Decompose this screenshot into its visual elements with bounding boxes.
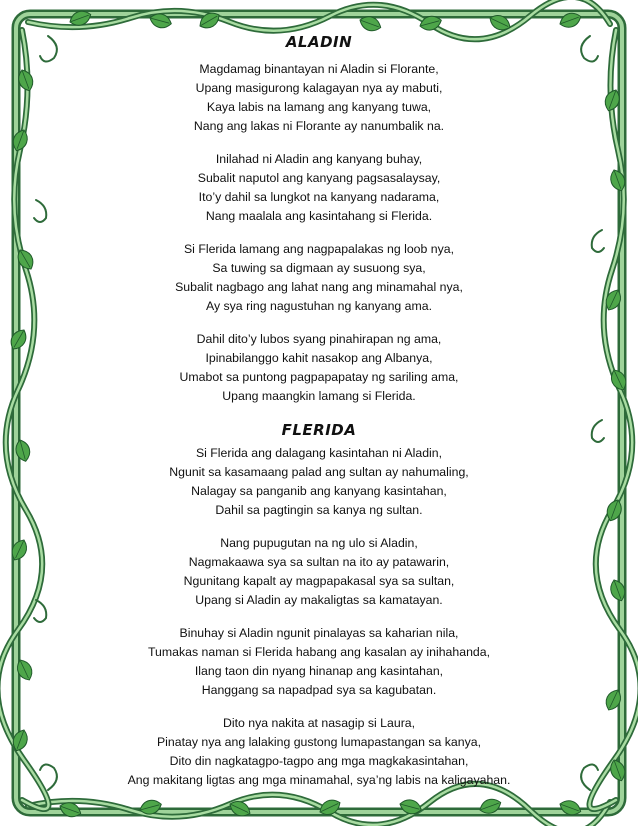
section-title-flerida: FLERIDA: [281, 421, 357, 439]
poem-line: Nagmakaawa sya sa sultan na ito ay patawarin,: [188, 555, 450, 569]
poem-line: Nang maalala ang kasintahang si Flerida.: [205, 209, 433, 223]
poem-line: Si Flerida ang dalagang kasintahan ni Aladin,: [195, 446, 443, 460]
poem-line: Magdamag binantayan ni Aladin si Florante,: [199, 62, 439, 76]
poem-line: Kaya labis na lamang ang kanyang tuwa,: [206, 100, 432, 114]
poem-line: Ay sya ring nagustuhan ng kanyang ama.: [205, 299, 433, 313]
poem-line: Si Flerida lamang ang nagpapalakas ng loob nya,: [183, 242, 455, 256]
poem-line: Subalit nagbago ang lahat nang ang minamahal nya,: [175, 280, 463, 294]
poem-line: Inilahad ni Aladin ang kanyang buhay,: [215, 152, 423, 166]
poem-line: Upang si Aladin ay makaligtas sa kamatayan.: [195, 593, 443, 607]
stanza: [40, 714, 598, 790]
poem-line: Upang masigurong kalagayan nya ay mabuti,: [195, 81, 443, 95]
poem-line: Nang pupugutan na ng ulo si Aladin,: [220, 536, 418, 550]
stanza: [40, 150, 598, 226]
stanza: [40, 240, 598, 316]
section-title-aladin: ALADIN: [285, 33, 353, 51]
poem-line: Pinatay nya ang lalaking gustong lumapastangan sa kanya,: [156, 735, 482, 749]
poem-document: [40, 30, 598, 790]
poem-line: Tumakas naman si Flerida habang ang kasalan ay inihahanda,: [147, 645, 491, 659]
poem-line: Sa tuwing sa digmaan ay susuong sya,: [212, 261, 426, 275]
poem-line: Ngunit sa kasamaang palad ang sultan ay nahumaling,: [169, 465, 469, 479]
stanza: [40, 444, 598, 520]
poem-line: Hanggang sa napadpad sya sa kagubatan.: [201, 683, 437, 697]
poem-line: Dito nya nakita at nasagip si Laura,: [222, 716, 416, 730]
poem-line: Upang maangkin lamang si Flerida.: [222, 389, 416, 403]
poem-line: Dito din nagkatagpo-tagpo ang mga magkakasintahan,: [169, 754, 469, 768]
poem-line: Umabot sa puntong pagpapapatay ng sariling ama,: [179, 370, 459, 384]
poem-line: Ito’y dahil sa lungkot na kanyang nadarama,: [198, 190, 440, 204]
poem-line: Ipinabilanggo kahit nasakop ang Albanya,: [205, 351, 433, 365]
poem-line: Ang makitang ligtas ang mga minamahal, sya’ng labis na kaligayahan.: [127, 773, 511, 787]
poem-line: Dahil dito’y lubos syang pinahirapan ng ama,: [196, 332, 442, 346]
stanza: [40, 624, 598, 700]
poem-line: Ilang taon din nyang hinanap ang kasintahan,: [194, 664, 444, 678]
poem-line: Subalit naputol ang kanyang pagsasalaysay,: [197, 171, 441, 185]
poem-line: Nalagay sa panganib ang kanyang kasintahan,: [191, 484, 447, 498]
poem-line: Dahil sa pagtingin sa kanya ng sultan.: [215, 503, 423, 517]
stanza: [40, 534, 598, 610]
poem-line: Nang ang lakas ni Florante ay nanumbalik na.: [193, 119, 445, 133]
poem-line: Binuhay si Aladin ngunit pinalayas sa kaharian nila,: [179, 626, 459, 640]
stanza: [40, 60, 598, 136]
stanza: [40, 330, 598, 406]
poem-line: Ngunitang kapalt ay magpapakasal sya sa sultan,: [183, 574, 455, 588]
